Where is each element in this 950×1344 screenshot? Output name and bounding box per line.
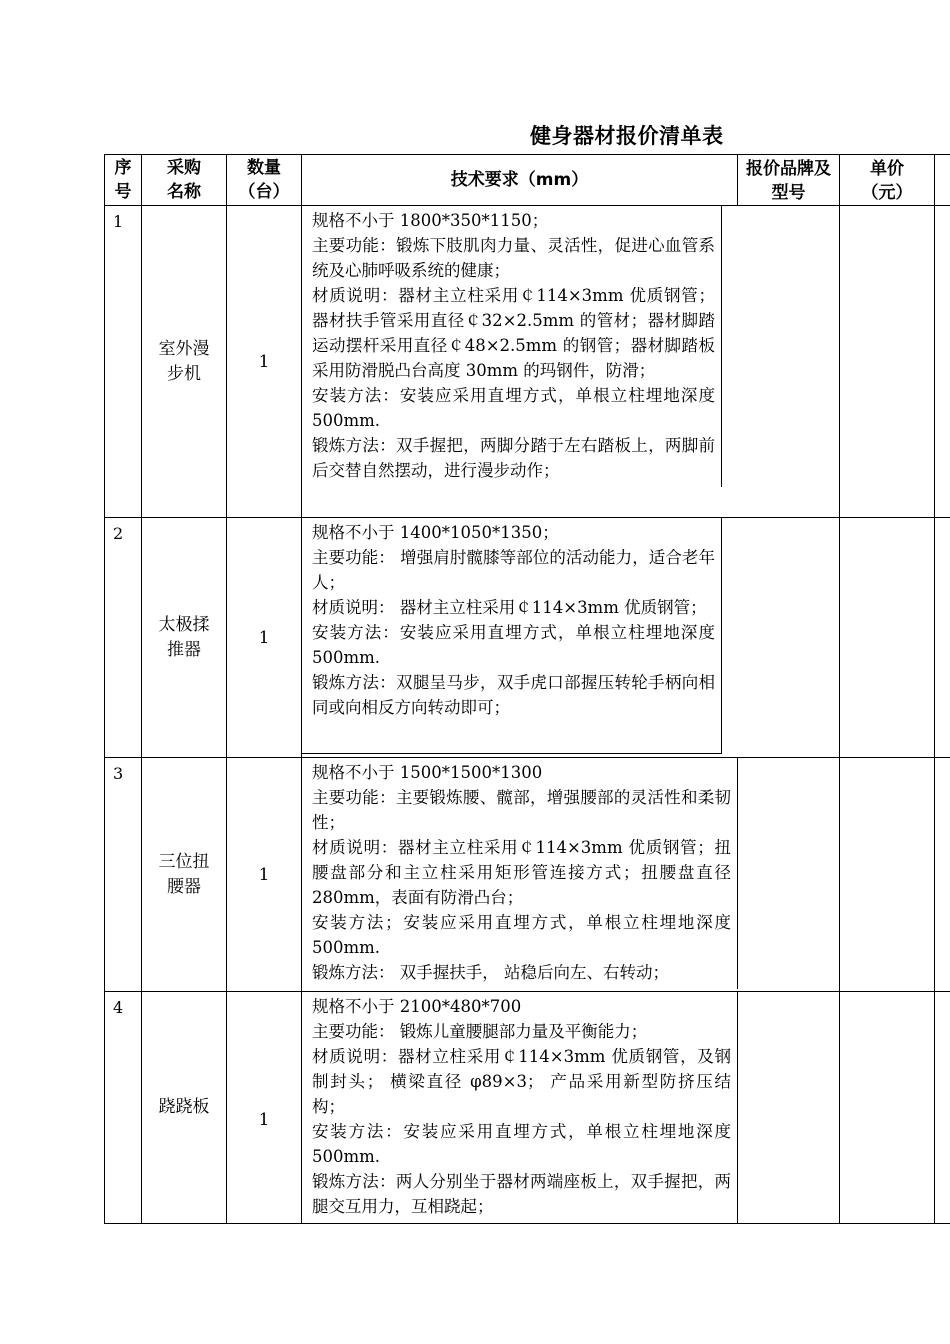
row-qty: 1 <box>227 518 302 758</box>
spec-text: 规格不小于 1500*1500*1300 主要功能：主要锻炼腰、髋部，增强腰部的灵活性和柔韧性； 材质说明：器材主立柱采用￠114×3mm 优质钢管；扭腰盘部分和主立柱采用矩形管连接方式；扭腰盘直径 280mm，表面有防滑凸台； 安装方法；安装应采用直埋方式，单根立柱埋地深度 500mm. 锻炼方法： 双手握扶手， 站稳后向左、右转动； <box>302 758 738 989</box>
row-name: 跷跷板 <box>142 992 227 1224</box>
row-spec <box>302 758 840 992</box>
extra-cell <box>935 206 950 518</box>
spec-text: 规格不小于 1800*350*1150； 主要功能：锻炼下肢肌肉力量、灵活性，促进心血管系统及心肺呼吸系统的健康； 材质说明：器材主立柱采用￠114×3mm 优质钢管；器材扶手管采用直径￠32×2.5mm 的管材；器材脚踏运动摆杆采用直径￠48×2.5mm 的钢管；器材脚踏板采用防滑脱凸台高度 30mm 的玛钢件，防滑； 安装方法：安装应采用直埋方式，单根立柱埋地深度 500mm. 锻炼方法：双手握把，两脚分踏于左右踏板上，两脚前后交替自然摆动，进行漫步动作； <box>302 206 722 487</box>
header-spec: 技术要求（mm） <box>302 155 738 206</box>
brand-cell <box>738 992 839 1223</box>
row-seq: 4 <box>105 992 142 1224</box>
header-price: 单价 （元） <box>840 155 935 206</box>
price-cell <box>840 518 935 758</box>
row-seq: 3 <box>105 758 142 992</box>
row-seq: 2 <box>105 518 142 758</box>
extra-cell <box>935 758 950 992</box>
brand-cell <box>738 758 839 989</box>
row-spec <box>302 518 840 758</box>
row-name: 室外漫 步机 <box>142 206 227 518</box>
table-row <box>105 518 950 758</box>
row-name: 太极揉 推器 <box>142 518 227 758</box>
brand-cell <box>722 206 839 487</box>
quote-table <box>104 154 950 1224</box>
header-extra <box>935 155 950 206</box>
row-name: 三位扭 腰器 <box>142 758 227 992</box>
price-cell <box>840 758 935 992</box>
row-spec <box>302 992 840 1224</box>
row-qty: 1 <box>227 992 302 1224</box>
row-qty: 1 <box>227 758 302 992</box>
header-name: 采购 名称 <box>142 155 227 206</box>
header-row <box>105 155 950 206</box>
document-title: 健身器材报价清单表 <box>530 124 724 148</box>
price-cell <box>840 206 935 518</box>
row-spec <box>302 206 840 518</box>
extra-cell <box>935 992 950 1224</box>
header-qty: 数量 （台） <box>227 155 302 206</box>
table-row <box>105 992 950 1224</box>
header-brand: 报价品牌及 型号 <box>738 155 840 206</box>
row-qty: 1 <box>227 206 302 518</box>
header-seq: 序 号 <box>105 155 142 206</box>
spec-text: 规格不小于 1400*1050*1350； 主要功能： 增强肩肘髋膝等部位的活动能力，适合老年人； 材质说明： 器材主立柱采用￠114×3mm 优质钢管； 安装方法：安装应采用直埋方式，单根立柱埋地深度 500mm. 锻炼方法：双腿呈马步，双手虎口部握压转轮手柄向相同或向相反方向转动即可； <box>302 518 722 754</box>
row-seq: 1 <box>105 206 142 518</box>
brand-cell <box>722 518 839 754</box>
spec-text: 规格不小于 2100*480*700 主要功能： 锻炼儿童腰腿部力量及平衡能力； 材质说明：器材立柱采用￠114×3mm 优质钢管，及钢制封头； 横梁直径 φ89×3； 产品采用新型防挤压结构； 安装方法：安装应采用直埋方式，单根立柱埋地深度 500mm. 锻炼方法：两人分别坐于器材两端座板上，双手握把，两腿交互用力，互相跷起； <box>302 992 738 1223</box>
table-row <box>105 758 950 992</box>
price-cell <box>840 992 935 1224</box>
extra-cell <box>935 518 950 758</box>
table-row <box>105 206 950 518</box>
